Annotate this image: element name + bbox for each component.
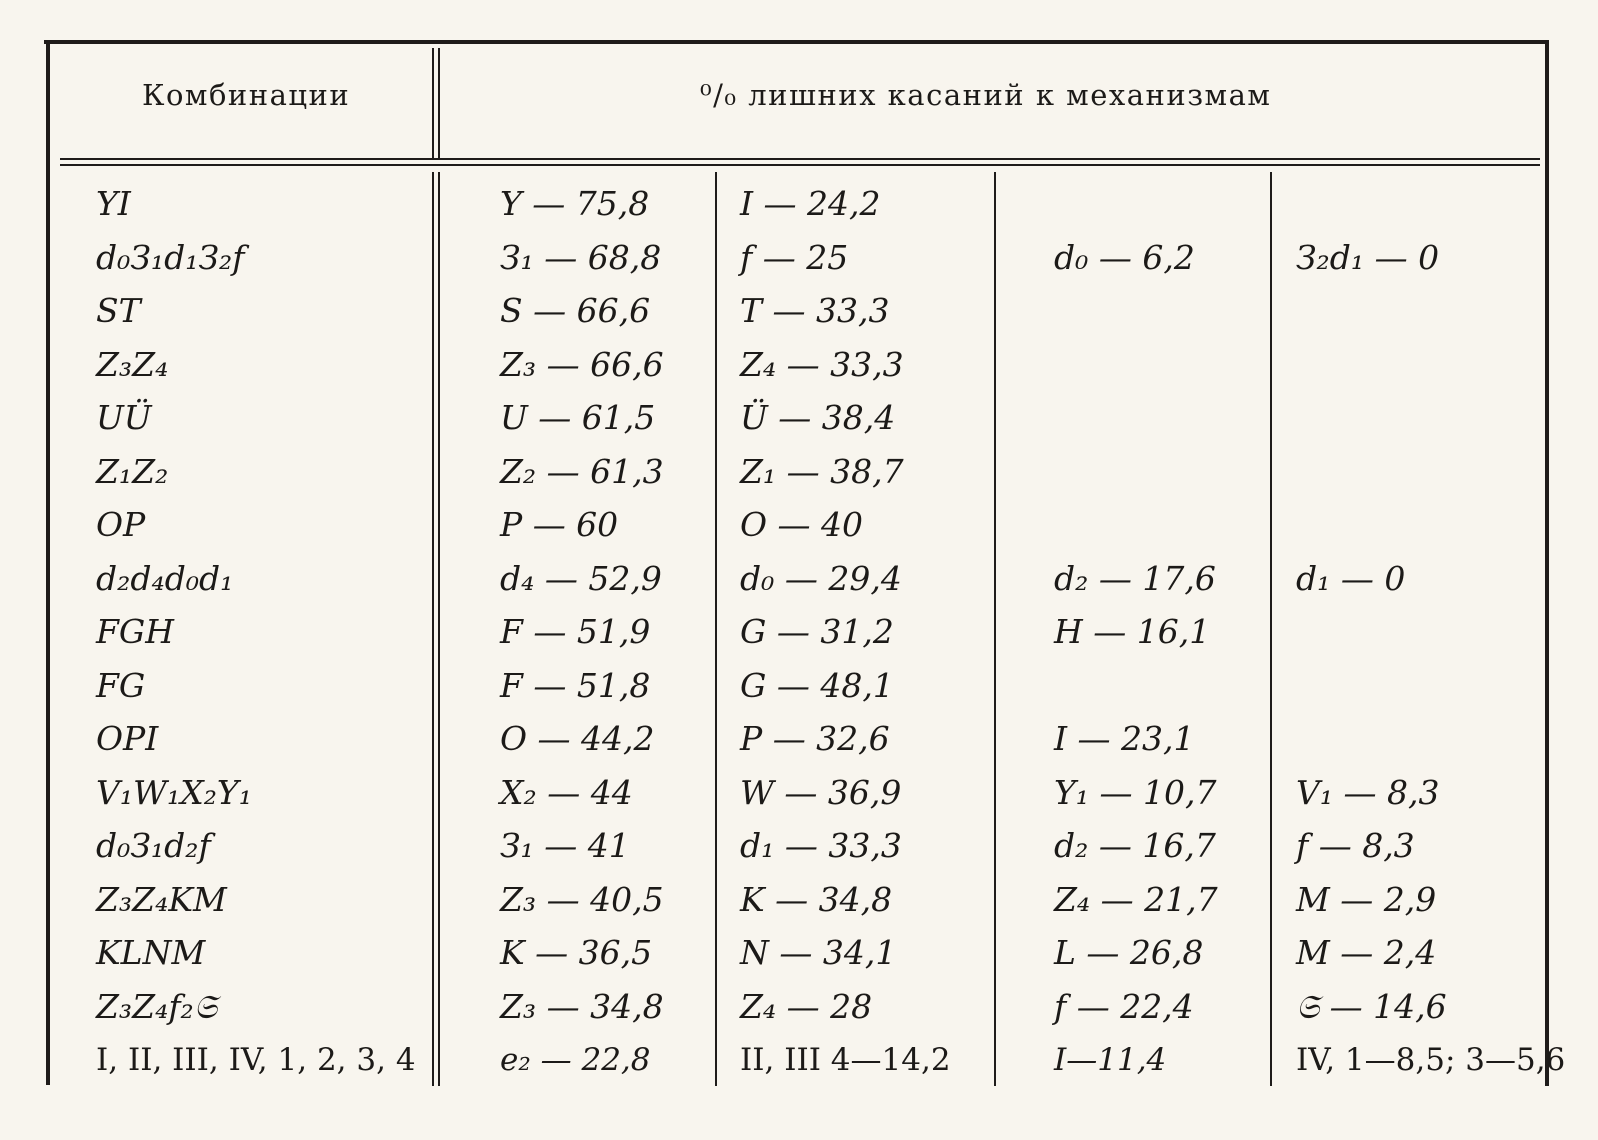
mechanism-cell-2: II, III 4—14,2 (740, 1042, 951, 1078)
combination-cell: V₁W₁X₂Y₁ (96, 772, 252, 812)
mechanism-cell-4: 𝔖 — 14,6 (1296, 986, 1447, 1026)
mechanism-cell-1: U — 61,5 (500, 398, 656, 437)
mechanism-cell-2: N — 34,1 (740, 933, 897, 972)
table-row (0, 450, 1598, 504)
column-divider (432, 48, 434, 158)
combination-cell: Z₁Z₂ (96, 451, 169, 491)
header-divider (60, 158, 1540, 160)
mechanism-cell-2: P — 32,6 (740, 719, 890, 758)
combination-cell: Z₃Z₄ (96, 344, 169, 384)
mechanism-cell-2: f — 25 (740, 237, 849, 277)
mechanism-cell-2: O — 40 (740, 505, 864, 544)
table-row (0, 931, 1598, 985)
table-row (0, 878, 1598, 932)
mechanism-cell-2: Z₄ — 28 (740, 986, 873, 1026)
mechanism-cell-2: d₁ — 33,3 (740, 826, 902, 865)
mechanism-cell-2: Z₄ — 33,3 (740, 344, 904, 384)
combination-cell: d₀З₁d₂f (96, 826, 211, 865)
mechanism-cell-2: G — 48,1 (740, 665, 894, 705)
mechanism-cell-4: IV, 1—8,5; 3—5,6 (1296, 1042, 1566, 1078)
mechanism-cell-1: F — 51,9 (500, 612, 651, 651)
combination-cell: FG (96, 665, 146, 705)
combination-cell: Z₃Z₄f₂𝔖 (96, 986, 217, 1026)
header-divider (60, 164, 1540, 166)
mechanism-cell-2: Z₁ — 38,7 (740, 451, 904, 491)
mechanism-cell-1: Z₃ — 34,8 (500, 986, 664, 1026)
table-row (0, 985, 1598, 1039)
mechanism-cell-3: f — 22,4 (1054, 986, 1194, 1026)
mechanism-cell-4: V₁ — 8,3 (1296, 772, 1440, 812)
mechanism-cell-2: I — 24,2 (740, 184, 881, 223)
mechanism-cell-2: K — 34,8 (740, 879, 893, 919)
mechanism-cell-1: P — 60 (500, 505, 619, 544)
mechanism-cell-4: d₁ — 0 (1296, 558, 1406, 598)
combination-cell: I, II, III, IV, 1, 2, 3, 4 (96, 1042, 416, 1078)
mechanism-cell-3: Z₄ — 21,7 (1054, 879, 1218, 919)
combination-cell: Z₃Z₄KM (96, 879, 227, 919)
mechanism-cell-2: W — 36,9 (740, 772, 902, 812)
mechanism-cell-1: Y — 75,8 (500, 184, 650, 223)
mechanism-cell-3: I—11,4 (1054, 1042, 1167, 1078)
mechanism-cell-1: З₁ — 41 (500, 826, 630, 865)
combination-cell: d₂d₄d₀d₁ (96, 558, 234, 598)
mechanism-cell-1: d₄ — 52,9 (500, 558, 662, 598)
table-row (0, 289, 1598, 343)
table-row (0, 503, 1598, 557)
table-row (0, 343, 1598, 397)
combination-cell: KLNM (96, 933, 206, 972)
mechanism-cell-2: G — 31,2 (740, 612, 894, 651)
mechanism-cell-2: d₀ — 29,4 (740, 558, 902, 598)
combination-cell: OPI (96, 719, 159, 758)
mechanism-cell-2: Ü — 38,4 (740, 398, 896, 437)
mechanism-cell-2: T — 33,3 (740, 291, 890, 330)
mechanism-cell-1: Z₃ — 66,6 (500, 344, 664, 384)
mechanism-cell-3: d₂ — 17,6 (1054, 558, 1216, 598)
mechanism-cell-1: З₁ — 68,8 (500, 237, 662, 277)
combination-cell: YI (96, 184, 131, 223)
combination-cell: d₀З₁d₁З₂f (96, 237, 245, 277)
combination-cell: ST (96, 291, 141, 330)
header-extra-touches: ⁰/₀ лишних касаний к механизмам (700, 78, 1272, 112)
mechanism-cell-1: S — 66,6 (500, 291, 651, 330)
mechanism-cell-4: M — 2,4 (1296, 933, 1437, 972)
table-row (0, 182, 1598, 236)
mechanism-cell-3: d₂ — 16,7 (1054, 826, 1216, 865)
mechanism-cell-3: L — 26,8 (1054, 933, 1204, 972)
table-row (0, 1038, 1598, 1092)
table-row (0, 557, 1598, 611)
table-row (0, 717, 1598, 771)
mechanism-cell-4: З₂d₁ — 0 (1296, 237, 1440, 277)
table-top-border (44, 40, 1549, 44)
combination-cell: FGH (96, 612, 175, 651)
mechanism-cell-1: e₂ — 22,8 (500, 1042, 651, 1078)
mechanism-cell-3: d₀ — 6,2 (1054, 237, 1195, 277)
mechanism-cell-1: Z₂ — 61,3 (500, 451, 664, 491)
table-row (0, 664, 1598, 718)
mechanism-cell-1: X₂ — 44 (500, 772, 633, 812)
combination-cell: UÜ (96, 398, 152, 437)
table-row (0, 824, 1598, 878)
table-row (0, 610, 1598, 664)
mechanism-cell-4: M — 2,9 (1296, 879, 1437, 919)
mechanism-cell-1: Z₃ — 40,5 (500, 879, 664, 919)
mechanism-cell-3: I — 23,1 (1054, 719, 1195, 758)
header-combinations: Комбинации (142, 78, 351, 112)
column-divider (438, 48, 440, 158)
mechanism-cell-1: K — 36,5 (500, 933, 653, 972)
table-row (0, 236, 1598, 290)
mechanism-cell-3: Y₁ — 10,7 (1054, 772, 1217, 812)
table-body (0, 182, 1598, 1092)
table-row (0, 396, 1598, 450)
table-row (0, 771, 1598, 825)
combination-cell: OP (96, 505, 146, 544)
mechanism-cell-1: O — 44,2 (500, 719, 655, 758)
mechanism-cell-3: H — 16,1 (1054, 612, 1211, 651)
mechanism-cell-4: f — 8,3 (1296, 826, 1415, 865)
mechanism-cell-1: F — 51,8 (500, 665, 651, 705)
